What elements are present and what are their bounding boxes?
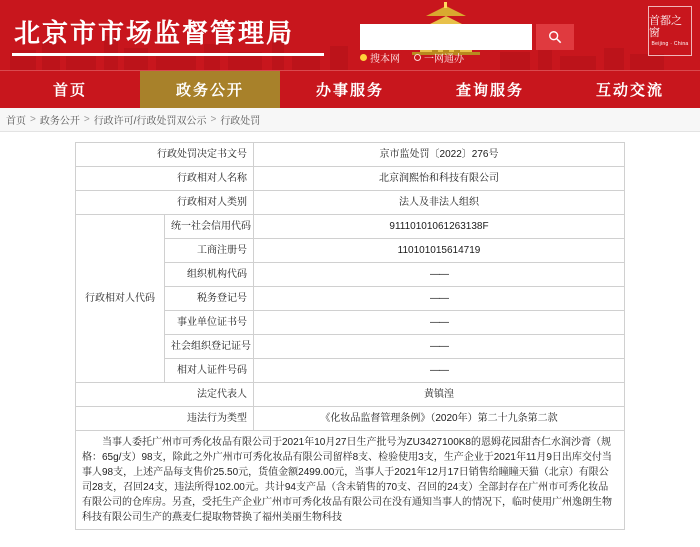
row-value-legal-rep: 黄镇湟 <box>254 383 625 407</box>
row-value-doc-number: 京市监处罚〔2022〕276号 <box>254 143 625 167</box>
row-label-party-codes: 行政相对人代码 <box>76 215 165 383</box>
row-label-org-code: 组织机构代码 <box>165 263 254 287</box>
row-value-violation-type: 《化妆品监督管理条例》（2020年）第二十九条第二款 <box>254 407 625 431</box>
search-input[interactable] <box>360 24 532 50</box>
violation-narrative: 当事人委托广州市可秀化妆品有限公司于2021年10月27日生产批号为ZU3427100K8的恩姆花园甜杏仁水润沙膏（规格：65g/支）98支，除此之外广州市可秀化妆品有限公司留样8支、检验使用3支，生产企业于2021年11月9日出库交付当事人98支，上述产品每支售价25.50元，货值金额2499.00元，当事人于2021年12月17日销售给瞳瞳天猫（北京）有限公司28支，召回24支，违法所得102.00元。共计94支产品（含未销售的70支、召回的24支）全部封存在广州市可秀化妆品有限公司的仓库房。另查，受托生产企业广州市可秀化妆品有限公司在没有通知当事人的情况下，临时使用广州逸朗生物科技有限公司生产的燕麦仁提取物替换了福州美丽生物科技 <box>76 431 625 530</box>
row-value-tax-reg-no: —— <box>254 287 625 311</box>
row-value-org-code: —— <box>254 263 625 287</box>
beijing-portal-logo[interactable] <box>648 6 692 56</box>
row-value-institution-cert-no: —— <box>254 311 625 335</box>
row-label-business-reg-no: 工商注册号 <box>165 239 254 263</box>
table-row <box>76 191 625 215</box>
breadcrumb-item-0[interactable]: 首页 <box>6 116 26 127</box>
row-value-business-reg-no: 110101015614719 <box>254 239 625 263</box>
row-label-tax-reg-no: 税务登记号 <box>165 287 254 311</box>
row-label-doc-number: 行政处罚决定书文号 <box>76 143 254 167</box>
row-label-legal-rep: 法定代表人 <box>76 383 254 407</box>
row-value-party-name: 北京润熙怡和科技有限公司 <box>254 167 625 191</box>
logo-cn-text: 首都之窗 <box>649 15 682 39</box>
breadcrumb-separator: > <box>30 114 36 125</box>
table-row <box>76 167 625 191</box>
radio-dot-icon <box>414 54 421 61</box>
radio-option-site[interactable] <box>360 50 400 65</box>
penalty-detail-table <box>75 142 625 530</box>
search-area <box>360 24 575 50</box>
breadcrumb-item-2[interactable]: 行政许可/行政处罚双公示 <box>93 116 207 127</box>
logo-en-text: Beijing · China <box>651 41 689 47</box>
row-label-usci: 统一社会信用代码 <box>165 215 254 239</box>
row-value-usci: 91110101061263138F <box>254 215 625 239</box>
table-row <box>76 431 625 530</box>
search-icon <box>548 30 562 44</box>
row-label-party-name: 行政相对人名称 <box>76 167 254 191</box>
detail-content <box>0 132 700 530</box>
radio-option-network[interactable] <box>414 50 464 65</box>
site-header <box>0 0 700 70</box>
search-scope-radios <box>360 50 464 65</box>
row-label-institution-cert-no: 事业单位证书号 <box>165 311 254 335</box>
table-row <box>76 383 625 407</box>
radio-dot-icon <box>360 54 367 61</box>
table-row <box>76 143 625 167</box>
row-label-party-type: 行政相对人类别 <box>76 191 254 215</box>
row-value-id-number: —— <box>254 359 625 383</box>
main-nav <box>0 70 700 108</box>
breadcrumb-separator: > <box>210 114 217 125</box>
radio-label-network: 一网通办 <box>424 54 464 65</box>
row-label-violation-type: 违法行为类型 <box>76 407 254 431</box>
radio-label-site: 搜本网 <box>370 54 400 65</box>
nav-item-home[interactable]: 首页 <box>52 83 87 99</box>
row-value-social-org-reg-no: —— <box>254 335 625 359</box>
row-label-id-number: 相对人证件号码 <box>165 359 254 383</box>
table-row <box>76 215 625 239</box>
breadcrumb-item-1[interactable]: 政务公开 <box>39 116 80 127</box>
nav-item-interaction[interactable]: 互动交流 <box>595 83 664 99</box>
search-button[interactable] <box>536 24 574 50</box>
nav-item-query[interactable]: 查询服务 <box>455 83 524 99</box>
site-title: 北京市市场监督管理局 <box>14 19 295 48</box>
breadcrumb <box>0 108 700 132</box>
breadcrumb-item-3: 行政处罚 <box>220 116 261 127</box>
nav-item-government-disclosure[interactable]: 政务公开 <box>140 71 280 108</box>
row-value-party-type: 法人及非法人组织 <box>254 191 625 215</box>
row-label-social-org-reg-no: 社会组织登记证号 <box>165 335 254 359</box>
nav-item-services[interactable]: 办事服务 <box>315 83 384 99</box>
breadcrumb-separator: > <box>83 114 90 125</box>
title-underline <box>12 53 324 56</box>
table-row <box>76 407 625 431</box>
